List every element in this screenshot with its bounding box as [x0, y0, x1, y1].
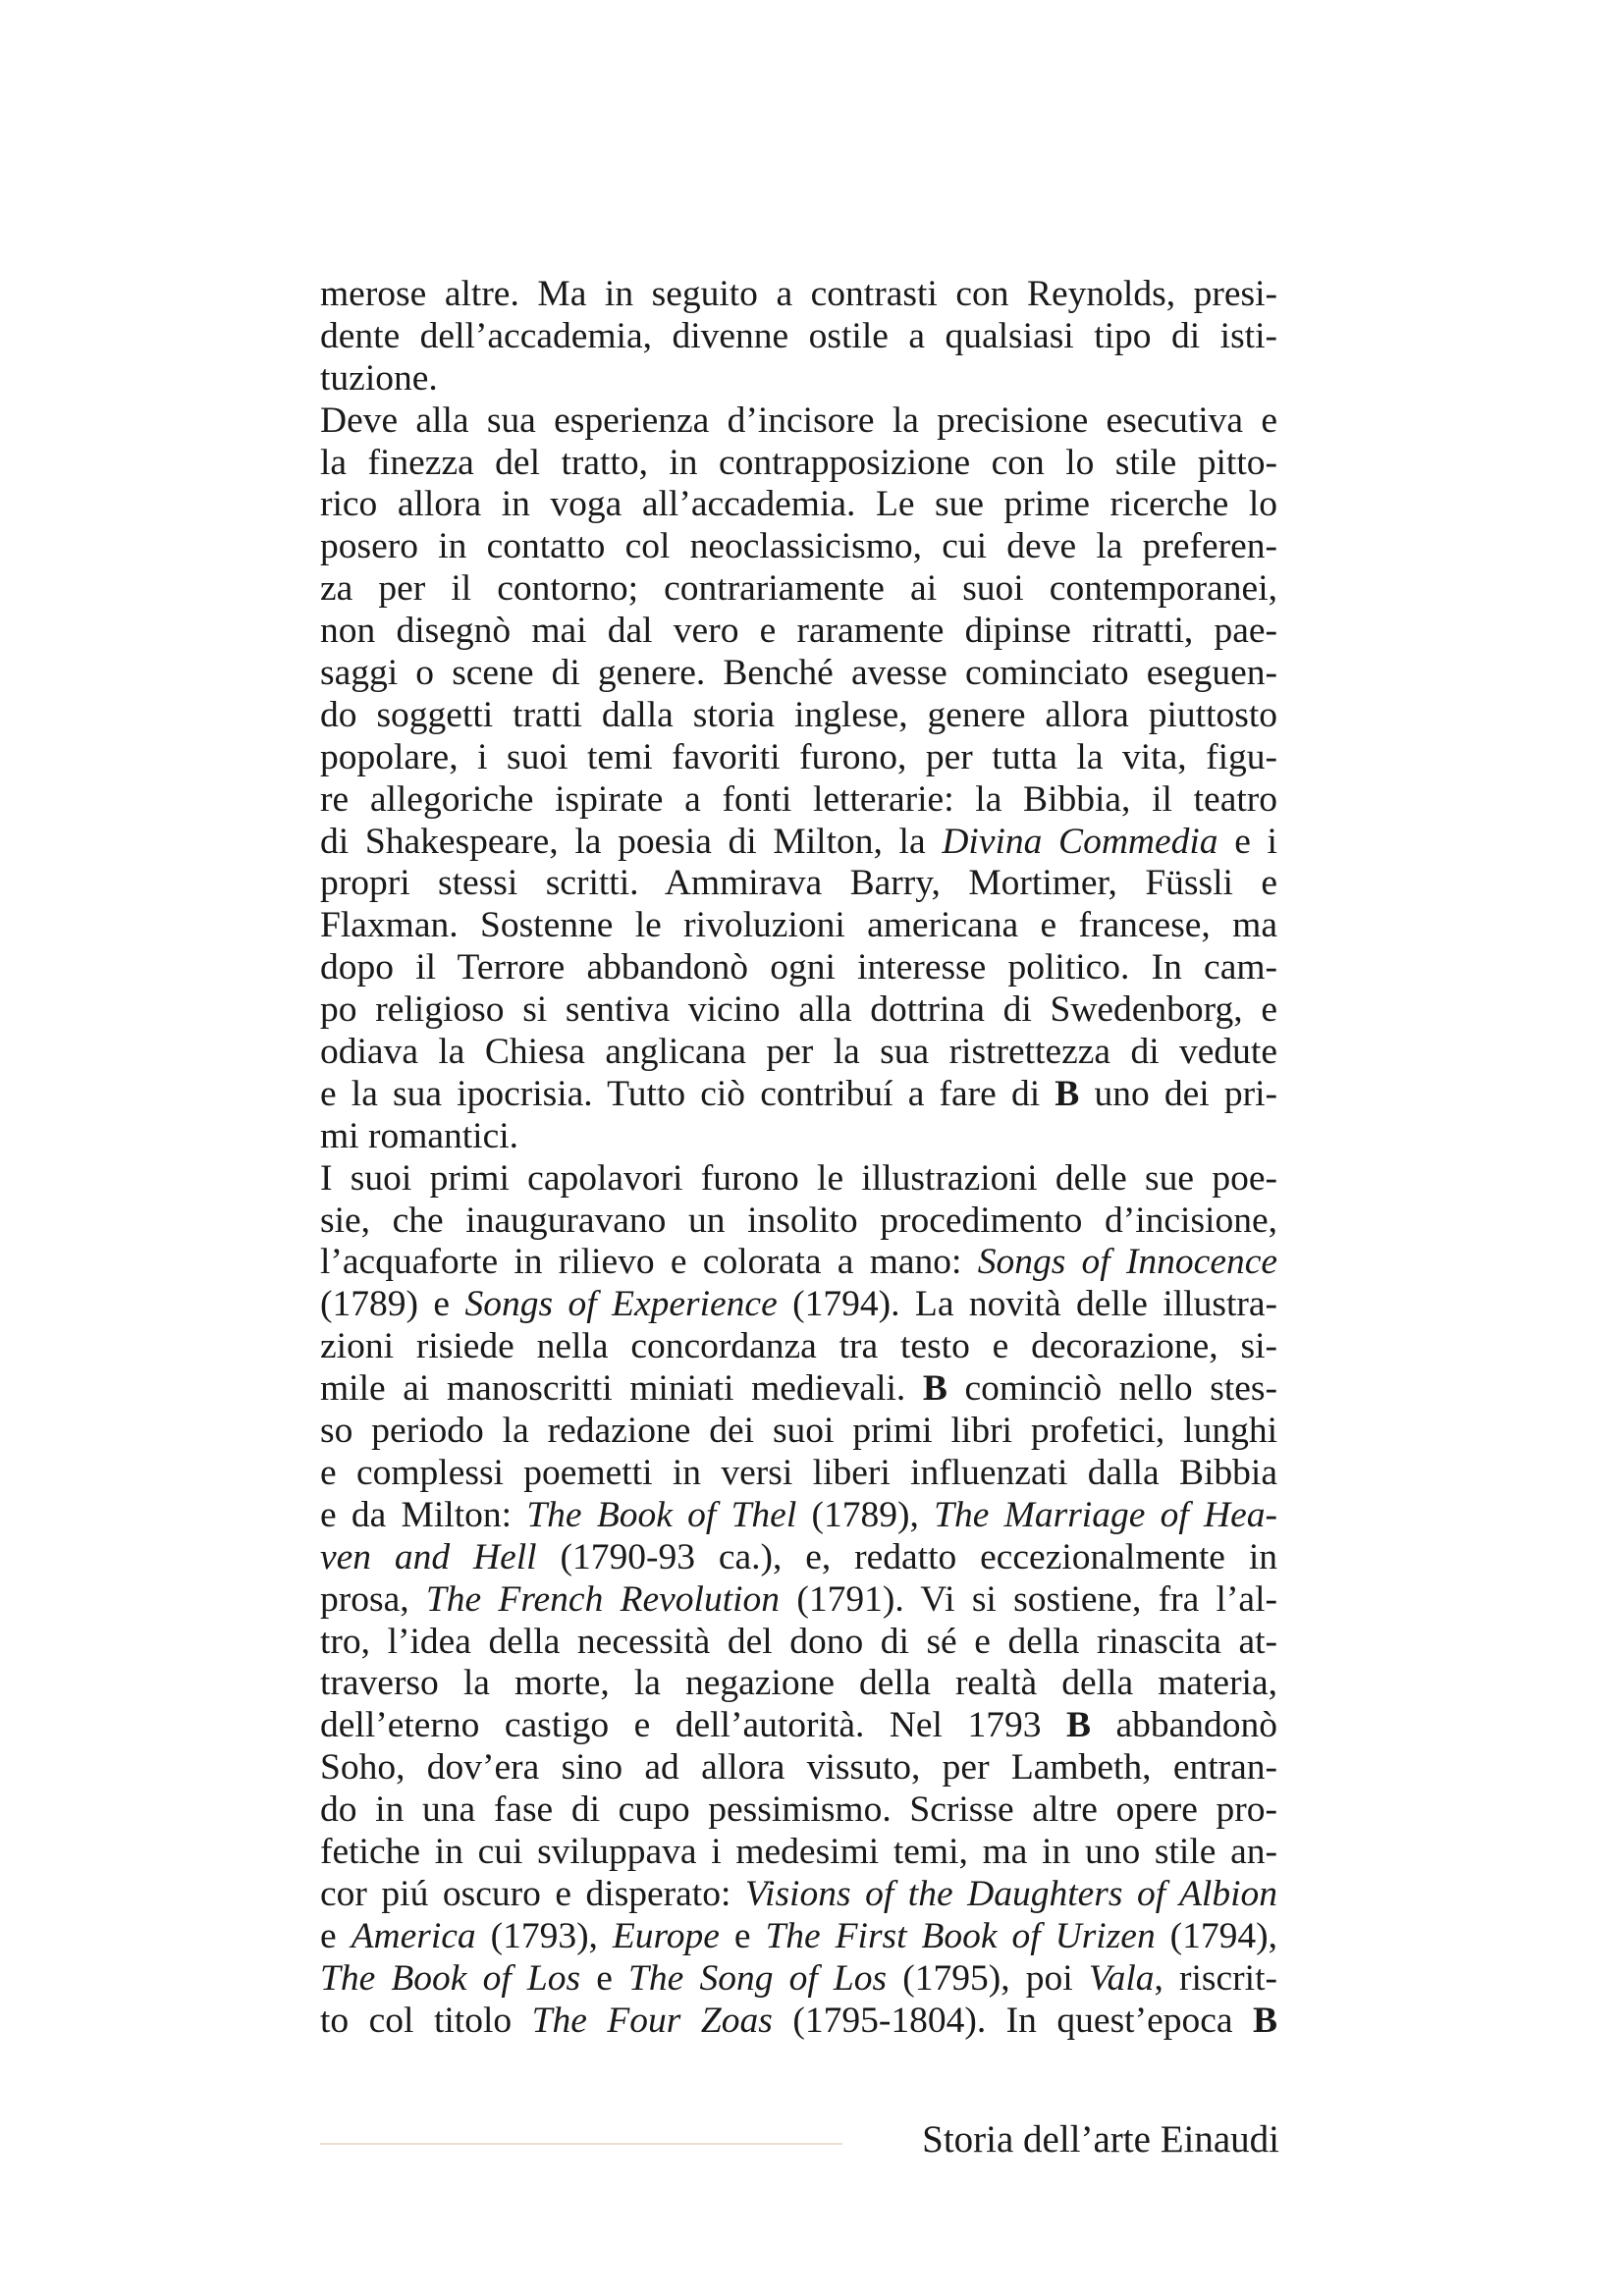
text-line: non disegnò mai dal vero e raramente dipinse ritratti, pae-	[320, 611, 1277, 652]
text-line: mile ai manoscritti miniati medievali. B cominciò nello stes-	[320, 1368, 1277, 1410]
text-line: cor piú oscuro e disperato: Visions of the Daughters of Albion	[320, 1873, 1277, 1914]
text-line: I suoi primi capolavori furono le illustrazioni delle sue poe-	[320, 1157, 1277, 1199]
text-line: re allegoriche ispirate a fonti letterarie: la Bibbia, il teatro	[320, 778, 1277, 820]
footer-title: Storia dell’arte Einaudi	[922, 2118, 1279, 2161]
text-line: do soggetti tratti dalla storia inglese, genere allora piuttosto	[320, 694, 1277, 735]
text-line: Soho, dov’era sino ad allora vissuto, per Lambeth, entran-	[320, 1747, 1277, 1789]
text-line: tro, l’idea della necessità del dono di sé e della rinascita at-	[320, 1621, 1277, 1662]
text-line: saggi o scene di genere. Benché avesse cominciato eseguen-	[320, 653, 1277, 694]
text-line: Flaxman. Sostenne le rivoluzioni americana e francese, ma	[320, 905, 1277, 946]
text-line: do in una fase di cupo pessimismo. Scrisse altre opere pro-	[320, 1789, 1277, 1831]
text-line: popolare, i suoi temi favoriti furono, per tutta la vita, figu-	[320, 736, 1277, 777]
footer-rule	[320, 2143, 842, 2145]
text-line: The Book of Los e The Song of Los (1795), poi Vala, riscrit-	[320, 1957, 1277, 1999]
text-line: rico allora in voga all’accademia. Le sue prime ricerche lo	[320, 484, 1277, 525]
text-line: Deve alla sua esperienza d’incisore la precisione esecutiva e	[320, 400, 1277, 441]
text-line: so periodo la redazione dei suoi primi libri profetici, lunghi	[320, 1411, 1277, 1452]
text-line: mi romantici.	[320, 1115, 519, 1156]
text-line: l’acquaforte in rilievo e colorata a mano: Songs of Innocence	[320, 1242, 1278, 1283]
text-line: propri stessi scritti. Ammirava Barry, Mortimer, Füssli e	[320, 863, 1277, 904]
text-line: la finezza del tratto, in contrapposizione con lo stile pitto-	[320, 442, 1277, 483]
text-line: to col titolo The Four Zoas (1795-1804). In quest’epoca B	[320, 2000, 1278, 2041]
body-text	[320, 274, 1277, 2042]
text-line: posero in contatto col neoclassicismo, cui deve la preferen-	[320, 526, 1277, 567]
text-line: po religioso si sentiva vicino alla dottrina di Swedenborg, e	[320, 989, 1277, 1031]
text-line: tuzione.	[320, 357, 438, 399]
text-line: prosa, The French Revolution (1791). Vi si sostiene, fra l’al-	[320, 1578, 1277, 1620]
text-line: di Shakespeare, la poesia di Milton, la Divina Commedia e i	[320, 821, 1277, 862]
text-line: e la sua ipocrisia. Tutto ciò contribuí a fare di B uno dei pri-	[320, 1073, 1277, 1114]
text-line: ven and Hell (1790-93 ca.), e, redatto eccezionalmente in	[320, 1536, 1277, 1577]
text-line: fetiche in cui sviluppava i medesimi temi, ma in uno stile an-	[320, 1831, 1277, 1872]
text-line: za per il contorno; contrariamente ai suoi contemporanei,	[320, 568, 1277, 610]
text-line: odiava la Chiesa anglicana per la sua ristrettezza di vedute	[320, 1032, 1277, 1073]
text-line: traverso la morte, la negazione della realtà della materia,	[320, 1663, 1277, 1704]
text-line: sie, che inauguravano un insolito procedimento d’incisione,	[320, 1200, 1277, 1241]
text-line: e da Milton: The Book of Thel (1789), The Marriage of Hea-	[320, 1494, 1277, 1535]
text-line: dopo il Terrore abbandonò ogni interesse politico. In cam-	[320, 947, 1277, 988]
text-line: dente dell’accademia, divenne ostile a qualsiasi tipo di isti-	[320, 315, 1277, 356]
text-line: e complessi poemetti in versi liberi influenzati dalla Bibbia	[320, 1452, 1277, 1493]
text-line: merose altre. Ma in seguito a contrasti con Reynolds, presi-	[320, 274, 1277, 314]
text-line: e America (1793), Europe e The First Book of Urizen (1794),	[320, 1915, 1277, 1956]
text-line: zioni risiede nella concordanza tra testo e decorazione, si-	[320, 1326, 1277, 1367]
text-line: dell’eterno castigo e dell’autorità. Nel 1793 B abbandonò	[320, 1705, 1277, 1746]
text-line: (1789) e Songs of Experience (1794). La novità delle illustra-	[320, 1284, 1277, 1325]
